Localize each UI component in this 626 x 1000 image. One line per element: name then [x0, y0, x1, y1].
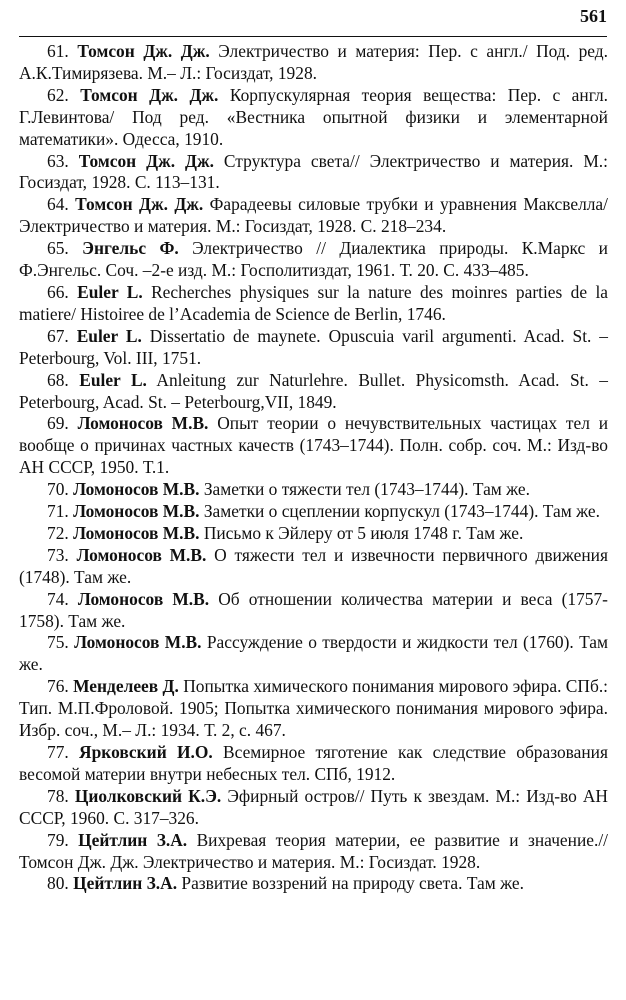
reference-text: Фарадеевы силовые трубки и уравнения Максвелла/ Электричество и материя. М.: Госиздат, 1928. С. 218–234.: [19, 194, 608, 237]
reference-text: Recherches physiques sur la nature des moinres parties de la matiere/ Histoiree de l’Academia de Science de Berlin, 1746.: [19, 281, 608, 324]
reference-author: Цейтлин З.А.: [73, 873, 178, 894]
page-number: 561: [580, 6, 607, 26]
reference-number: 76.: [47, 676, 69, 697]
reference-text: Заметки о сцеплении корпускул (1743–1744). Там же.: [199, 501, 600, 522]
reference-item: [19, 151, 608, 195]
reference-author: Ломоносов М.В.: [77, 413, 209, 434]
reference-number: 72.: [47, 522, 69, 543]
reference-number: 71.: [47, 501, 69, 522]
reference-item: [19, 282, 608, 326]
reference-author: Euler L.: [77, 281, 143, 302]
reference-text: Структура света// Электричество и материя. М.: Госиздат, 1928. С. 113–131.: [19, 150, 608, 193]
reference-number: 63.: [47, 150, 69, 171]
reference-text: Электричество // Диалектика природы. К.Маркс и Ф.Энгельс. Соч. –2-е изд. М.: Госполитиздат, 1961. Т. 20. С. 433–485.: [19, 238, 608, 281]
reference-text: Вихревая теория материи, ее развитие и значение.// Томсон Дж. Дж. Электричество и материя. М.: Госиздат. 1928.: [19, 829, 608, 872]
reference-number: 67.: [47, 325, 69, 346]
reference-item: [19, 479, 608, 501]
reference-item: [19, 545, 608, 589]
reference-item: [19, 830, 608, 874]
reference-item: [19, 676, 608, 742]
reference-text: Попытка химического понимания мирового эфира. СПб.: Тип. М.П.Фроловой. 1905; Попытка химического понимания мирового эфира. Избр. соч., М.– Л.: 1934. Т. 2, с. 467.: [19, 676, 608, 741]
reference-item: [19, 370, 608, 414]
reference-author: Ломоносов М.В.: [76, 544, 207, 565]
reference-list: [19, 41, 608, 895]
reference-author: Ломоносов М.В.: [73, 522, 200, 543]
reference-author: Циолковский К.Э.: [74, 785, 222, 806]
reference-author: Euler L.: [76, 325, 142, 346]
reference-author: Ярковский И.О.: [79, 742, 213, 762]
reference-number: 74.: [47, 588, 69, 609]
reference-author: Энгельс Ф.: [82, 238, 179, 259]
reference-author: Цейтлин З.А.: [78, 829, 188, 850]
reference-item: [19, 41, 608, 85]
reference-text: Рассуждение о твердости и жидкости тел (1760). Там же.: [19, 632, 608, 675]
reference-author: Томсон Дж. Дж.: [77, 41, 210, 61]
reference-text: Письмо к Эйлеру от 5 июля 1748 г. Там же.: [199, 522, 524, 543]
reference-number: 70.: [47, 479, 69, 500]
reference-number: 79.: [47, 829, 69, 850]
reference-author: Томсон Дж. Дж.: [78, 150, 214, 171]
reference-number: 75.: [47, 632, 69, 653]
reference-item: [19, 632, 608, 676]
reference-item: [19, 238, 608, 282]
reference-item: [19, 589, 608, 633]
reference-text: О тяжести тел и извечности первичного движения (1748). Там же.: [19, 544, 608, 587]
reference-number: 61.: [47, 41, 69, 61]
reference-item: [19, 413, 608, 479]
reference-author: Томсон Дж. Дж.: [75, 194, 204, 215]
reference-author: Ломоносов М.В.: [74, 632, 202, 653]
reference-author: Ломоносов М.В.: [73, 501, 200, 522]
reference-item: [19, 85, 608, 151]
reference-item: [19, 786, 608, 830]
reference-item: [19, 501, 608, 523]
reference-number: 65.: [47, 238, 69, 259]
reference-number: 77.: [47, 742, 69, 762]
reference-text: Всемирное тяготение как следствие образования весомой материи внутри небесных тел. СПб, 1912.: [19, 742, 608, 784]
reference-number: 66.: [47, 281, 69, 302]
reference-author: Менделеев Д.: [73, 676, 179, 697]
reference-number: 64.: [47, 194, 69, 215]
reference-item: [19, 523, 608, 545]
reference-number: 78.: [47, 785, 69, 806]
reference-number: 68.: [47, 369, 69, 390]
reference-text: Развитие воззрений на природу света. Там же.: [177, 873, 524, 894]
header-rule: [19, 36, 607, 37]
reference-author: Ломоносов М.В.: [73, 479, 200, 500]
reference-text: Корпускулярная теория вещества: Пер. с англ. Г.Левинтова/ Под ред. «Вестника опытной физики и элементарной математики». Одесса, 1910.: [19, 84, 608, 149]
reference-text: Эфирный остров// Путь к звездам. М.: Изд-во АН СССР, 1960. С. 317–326.: [19, 785, 608, 828]
reference-author: Томсон Дж. Дж.: [80, 84, 219, 105]
reference-author: Ломоносов М.В.: [77, 588, 210, 609]
reference-text: Опыт теории о нечувствительных частицах тел и вообще о причинах частных качеств (1743–1744). Полн. собр. соч. М.: Изд-во АН СССР, 1950. Т.1.: [19, 413, 608, 478]
reference-item: [19, 873, 608, 895]
reference-item: [19, 194, 608, 238]
reference-text: Заметки о тяжести тел (1743–1744). Там же.: [199, 479, 530, 500]
reference-item: [19, 742, 608, 786]
reference-number: 69.: [47, 413, 69, 434]
reference-text: Об отношении количества материи и веса (1757-1758). Там же.: [19, 588, 608, 631]
reference-number: 80.: [47, 873, 69, 894]
reference-text: Anleitung zur Naturlehre. Bullet. Physicomsth. Acad. St. – Peterbourg, Acad. St. – Peterbourg,VII, 1849.: [19, 369, 608, 412]
reference-item: [19, 326, 608, 370]
reference-text: Dissertatio de maynete. Opuscuia varil argumenti. Acad. St. – Peterbourg, Vol. III, 1751.: [19, 325, 609, 368]
reference-number: 62.: [47, 84, 69, 105]
reference-author: Euler L.: [79, 369, 147, 390]
reference-number: 73.: [47, 544, 69, 565]
reference-text: Электричество и материя: Пер. с англ./ Под. ред. А.К.Тимирязева. М.– Л.: Госиздат, 1928.: [19, 41, 608, 83]
